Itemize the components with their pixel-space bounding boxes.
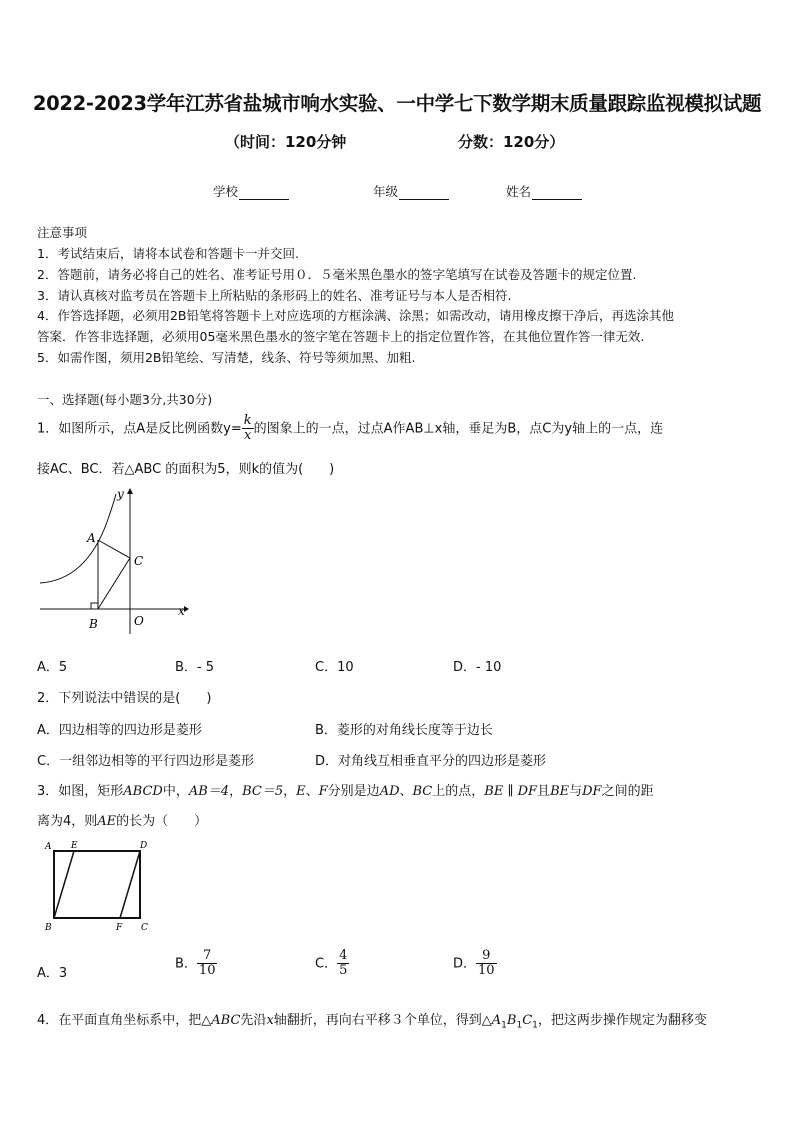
segment-df <box>120 851 140 918</box>
q2-option-c[interactable]: C．一组邻边相等的平行四边形是菱形 <box>37 754 255 769</box>
frac-num: 9 <box>476 949 497 964</box>
q4-sub: 1 <box>532 1020 538 1031</box>
q4-sub: 1 <box>516 1020 523 1031</box>
name-label: 姓名 <box>506 184 532 199</box>
frac-num: 4 <box>339 948 348 963</box>
label-x: x <box>178 604 185 618</box>
question-3-line2 <box>37 810 207 829</box>
q4-text: 先沿 <box>240 1013 267 1028</box>
q1-option-a[interactable]: A．5 <box>37 660 68 675</box>
frac-den: 10 <box>198 963 216 979</box>
question-1-line2: 接AC、BC．若△ABC 的面积为5，则k的值为( ) <box>37 462 335 477</box>
q3-text: 分别是边 <box>327 784 380 799</box>
q1-option-c[interactable]: C．10 <box>315 660 354 675</box>
exam-time: （时间：120分钟 <box>225 133 347 151</box>
q3-option-d-fraction <box>476 949 497 979</box>
notes-title: 注意事项 <box>37 225 88 240</box>
q2-option-b[interactable]: B．菱形的对角线长度等于边长 <box>315 723 493 738</box>
right-angle-mark <box>91 603 98 609</box>
q1-frac-den: x <box>244 428 252 444</box>
q3-math: BC＝5 <box>242 784 284 799</box>
question-3-line1 <box>37 780 762 799</box>
note-item: 答案．作答非选择题，必须用05毫米黑色墨水的签字笔在答题卡上的指定位置作答，在其他位置作答一律无效. <box>37 329 645 344</box>
q3-option-c[interactable] <box>315 949 349 979</box>
note-item: 1．考试结束后，请将本试卷和答题卡一并交回. <box>37 246 299 261</box>
segment-bc <box>98 558 130 609</box>
q4-math: C <box>522 1013 533 1028</box>
q3-text: 之间的距 <box>601 784 654 799</box>
q3-option-d[interactable] <box>453 949 497 979</box>
label-y: y <box>117 487 124 501</box>
label-b: B <box>89 617 98 631</box>
note-item: 5．如需作图，须用2B铅笔绘、写清楚，线条、符号等须加黑、加粗. <box>37 350 416 365</box>
school-field <box>213 182 289 200</box>
q3-text: 与 <box>569 784 583 799</box>
q3-text: ， <box>283 784 297 799</box>
label-c: C <box>141 923 148 933</box>
q4-sub: 1 <box>501 1020 507 1031</box>
label-e: E <box>71 841 78 851</box>
q3-text: 离为4，则 <box>37 814 98 829</box>
frac-num: 7 <box>197 949 218 964</box>
q2-option-a[interactable]: A．四边相等的四边形是菱形 <box>37 723 202 738</box>
q3-math: E <box>296 784 306 799</box>
q1-fraction <box>242 414 254 444</box>
q4-math: A <box>491 1013 502 1028</box>
rectangle-abcd <box>54 851 140 918</box>
exam-score: 分数：120分） <box>458 133 565 151</box>
q4-math: B <box>506 1013 517 1028</box>
q1-text-b: 的图象上的一点，过点A作AB⊥x轴，垂足为B，点C为y轴上的一点，连 <box>253 421 664 437</box>
q3-math: AE <box>97 814 117 829</box>
q1-frac-num: k <box>243 413 252 428</box>
q3-text: 3．如图，矩形 <box>37 784 124 799</box>
grade-field <box>373 182 449 200</box>
q3-math: BE ∥ DF <box>484 784 538 799</box>
q3-text: ， <box>229 784 243 799</box>
q3-option-b-fraction <box>197 949 218 979</box>
question-4-line1 <box>37 1009 762 1031</box>
q3-text: 、 <box>399 784 413 799</box>
q1-option-b[interactable]: B．- 5 <box>175 660 215 675</box>
q3-option-d-label: D． <box>453 956 477 972</box>
y-axis-arrow-icon <box>127 488 133 494</box>
name-field <box>506 182 582 200</box>
page-title: 2022-2023学年江苏省盐城市响水实验、一中学七下数学期末质量跟踪监视模拟试题 <box>32 92 762 115</box>
question-1-line1 <box>37 414 762 444</box>
hyperbola-curve <box>40 494 116 583</box>
q1-figure <box>36 482 196 642</box>
label-c: C <box>134 554 144 568</box>
q3-math: AB＝4 <box>188 784 230 799</box>
note-item: 3．请认真核对监考员在答题卡上所粘贴的条形码上的姓名、准考证号与本人是否相符. <box>37 288 512 303</box>
q4-text: 4．在平面直角坐标系中，把△ <box>37 1013 212 1028</box>
q1-option-d[interactable]: D．- 10 <box>453 660 502 675</box>
q3-math: F <box>318 784 328 799</box>
question-2: 2．下列说法中错误的是( ) <box>37 691 212 706</box>
q4-text: ，把这两步操作规定为翻移变 <box>537 1013 707 1028</box>
q3-math: ABCD <box>123 784 163 799</box>
q3-option-a[interactable]: A．3 <box>37 966 68 981</box>
section-title: 一、选择题(每小题3分,共30分) <box>37 392 213 407</box>
school-label: 学校 <box>213 184 239 199</box>
label-a: A <box>45 842 52 852</box>
grade-label: 年级 <box>373 184 399 199</box>
q3-text: 、 <box>305 784 319 799</box>
q3-text: 上的点， <box>432 784 485 799</box>
school-blank <box>239 187 289 200</box>
label-d: D <box>140 841 148 851</box>
segment-be <box>54 851 74 918</box>
q4-math: ABC <box>211 1013 241 1028</box>
segment-ac <box>98 540 130 558</box>
q3-option-c-fraction <box>337 949 349 979</box>
label-f: F <box>116 923 123 933</box>
q3-figure <box>40 838 160 938</box>
q3-math: BC <box>412 784 433 799</box>
note-item: 2．答题前，请务必将自己的姓名、准考证号用０．５毫米黑色墨水的签字笔填写在试卷及答题卡的规定位置. <box>37 267 637 282</box>
q2-option-d[interactable]: D．对角线互相垂直平分的四边形是菱形 <box>315 754 547 769</box>
q3-text: 的长为（ ） <box>116 814 208 829</box>
label-a: A <box>87 531 96 545</box>
q3-math: DF <box>582 784 602 799</box>
q3-option-b-label: B． <box>175 956 197 972</box>
q4-text: 轴翻折，再向右平移３个单位，得到△ <box>273 1013 492 1028</box>
q3-math: AD <box>379 784 400 799</box>
q3-option-b[interactable] <box>175 949 217 979</box>
label-b: B <box>45 923 52 933</box>
frac-den: 10 <box>478 963 495 979</box>
grade-blank <box>399 187 449 200</box>
name-blank <box>532 187 582 200</box>
frac-den: 5 <box>339 963 348 979</box>
q3-math: BE <box>550 784 570 799</box>
q1-text-a: 1．如图所示，点A是反比例函数y= <box>37 421 242 437</box>
label-o: O <box>134 614 144 628</box>
q4-math: x <box>266 1013 274 1028</box>
note-item: 4．作答选择题，必须用2B铅笔将答题卡上对应选项的方框涂满、涂黑；如需改动，请用橡皮擦干净后，再选涂其他 <box>37 308 674 323</box>
q3-option-c-label: C． <box>315 956 338 972</box>
q3-text: 且 <box>537 784 551 799</box>
q3-text: 中， <box>162 784 189 799</box>
